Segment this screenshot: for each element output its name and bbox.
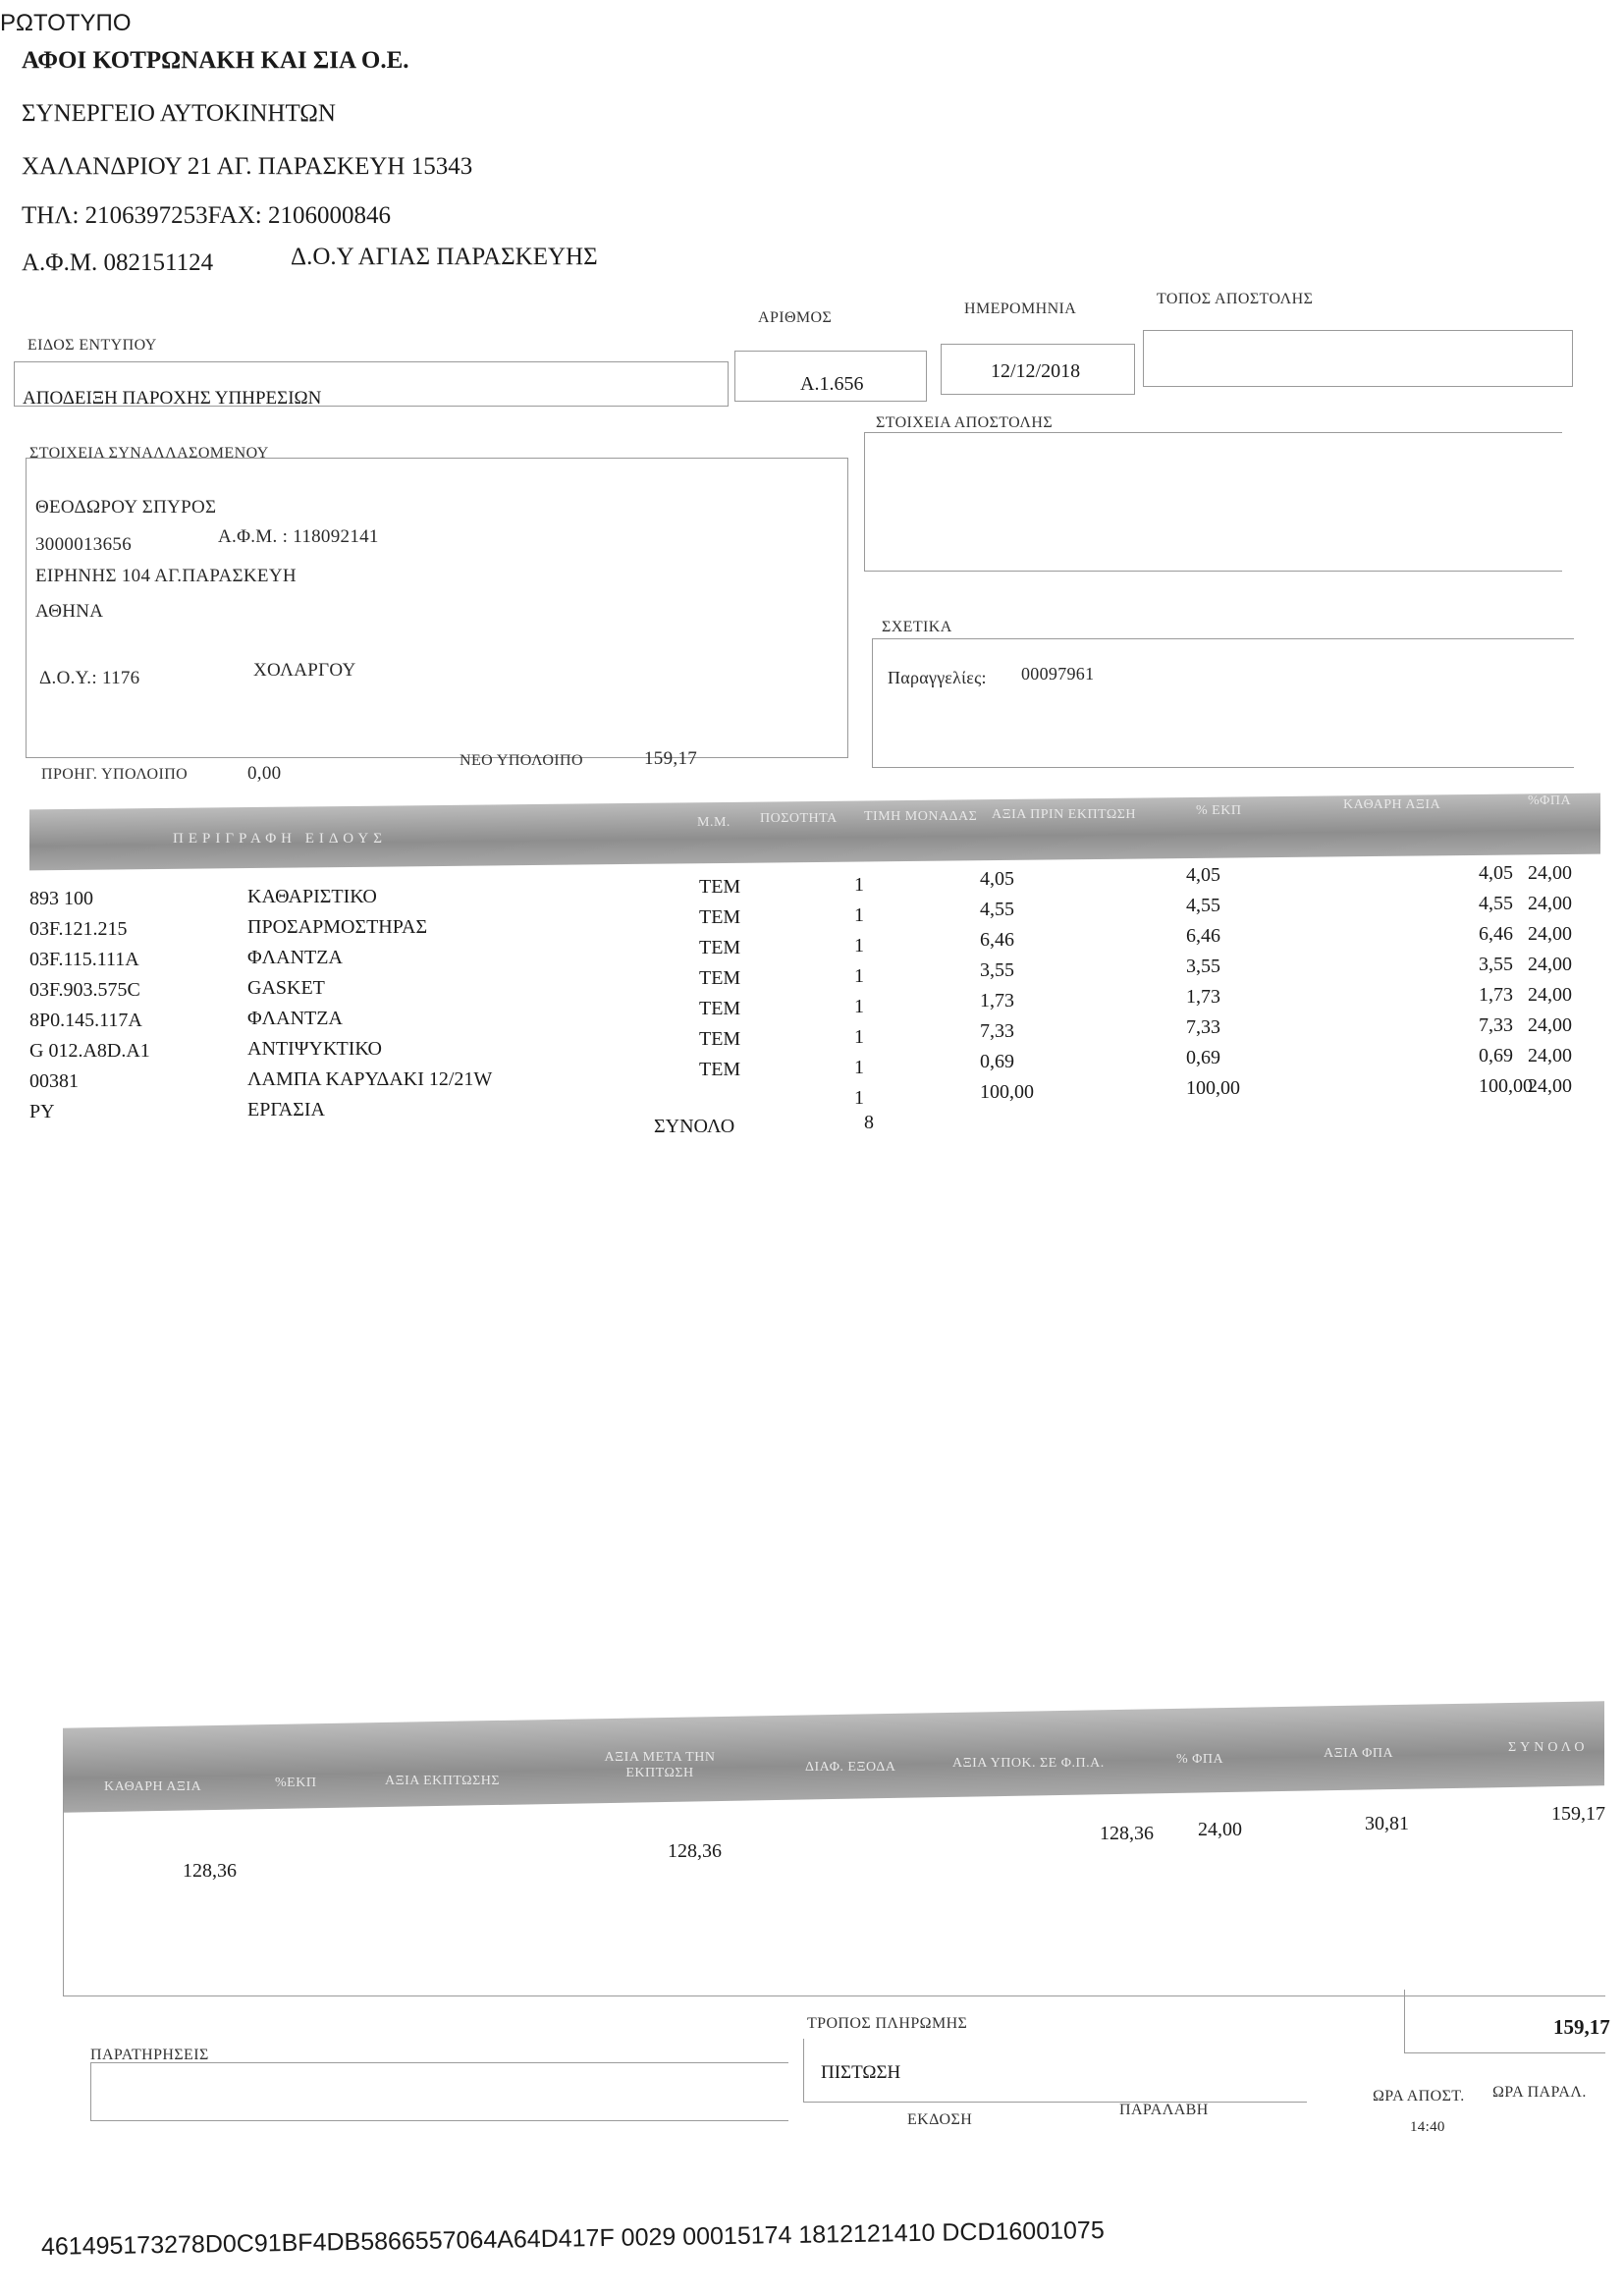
item-code: 03F.115.111A xyxy=(29,949,139,970)
dispatch-time-value: 14:40 xyxy=(1410,2119,1445,2135)
totals-vat-value-header: ΑΞΙΑ ΦΠΑ xyxy=(1324,1746,1394,1761)
totals-net-value: 128,36 xyxy=(183,1860,237,1882)
related-label: ΣΧΕΤΙΚΑ xyxy=(882,619,952,635)
company-doy: Δ.Ο.Υ ΑΓΙΑΣ ΠΑΡΑΣΚΕΥΗΣ xyxy=(291,244,598,270)
customer-address: ΕΙΡΗΝΗΣ 104 ΑΓ.ΠΑΡΑΣΚΕΥΗ xyxy=(35,566,297,586)
customer-section-label: ΣΤΟΙΧΕΙΑ ΣΥΝΑΛΛΑΣΟΜΕΝΟΥ xyxy=(29,445,269,462)
item-description: ΕΡΓΑΣΙΑ xyxy=(247,1099,325,1121)
doc-date-value: 12/12/2018 xyxy=(991,360,1081,382)
doc-date-box xyxy=(941,344,1135,395)
item-value: 0,69 xyxy=(1186,1047,1220,1068)
doc-number-value: Α.1.656 xyxy=(800,373,864,395)
shipping-box xyxy=(864,432,1562,572)
item-description: ΠΡΟΣΑΡΜΟΣΤΗΡΑΣ xyxy=(247,916,428,938)
col-value-header: ΑΞΙΑ ΠΡΙΝ ΕΚΠΤΩΣΗ xyxy=(992,807,1137,822)
item-unit: ΤΕΜ xyxy=(699,967,741,989)
item-value: 4,05 xyxy=(1186,864,1220,886)
orders-label: Παραγγελίες: xyxy=(888,668,987,687)
prev-balance-label: ΠΡΟΗΓ. ΥΠΟΛΟΙΠΟ xyxy=(41,766,189,783)
item-code: 8P0.145.117A xyxy=(29,1010,142,1031)
totals-net-header: ΚΑΘΑΡΗ ΑΞΙΑ xyxy=(104,1779,202,1794)
col-qty-header: ΠΟΣΟΤΗΤΑ xyxy=(760,811,838,826)
item-qty: 1 xyxy=(854,904,864,926)
new-balance-value: 159,17 xyxy=(644,748,698,769)
item-value: 1,73 xyxy=(1186,986,1220,1008)
items-total-value: 8 xyxy=(864,1112,874,1133)
shipping-section-label: ΣΤΟΙΧΕΙΑ ΑΠΟΣΤΟΛΗΣ xyxy=(876,414,1054,431)
item-vat: 24,00 xyxy=(1528,1075,1572,1097)
item-code: 00381 xyxy=(29,1070,79,1092)
col-unit-price-header: ΤΙΜΗ ΜΟΝΑΔΑΣ xyxy=(864,809,978,824)
customer-city: ΑΘΗΝΑ xyxy=(35,601,104,622)
company-address: ΧΑΛΑΝΔΡΙΟΥ 21 ΑΓ. ΠΑΡΑΣΚΕΥΗ 15343 xyxy=(22,153,473,180)
col-vat-header: %ΦΠΑ xyxy=(1528,793,1572,808)
company-afm: Α.Φ.Μ. 082151124 xyxy=(22,249,214,276)
item-value: 6,46 xyxy=(1186,925,1220,947)
item-qty: 1 xyxy=(854,1026,864,1048)
col-discount-header: % ΕΚΠ xyxy=(1196,803,1242,818)
item-qty: 1 xyxy=(854,996,864,1017)
item-qty: 1 xyxy=(854,1057,864,1078)
totals-expenses-header: ΔΙΑΦ. ΕΞΟΔΑ xyxy=(805,1760,896,1775)
totals-vat-pct-header: % ΦΠΑ xyxy=(1176,1752,1224,1767)
totals-vat-base-header: ΑΞΙΑ ΥΠΟΚ. ΣΕ Φ.Π.Α. xyxy=(952,1756,1105,1771)
item-unit-price: 0,69 xyxy=(980,1051,1014,1072)
item-code: 03F.121.215 xyxy=(29,918,128,940)
item-code: G 012.A8D.A1 xyxy=(29,1040,150,1062)
item-vat: 24,00 xyxy=(1528,893,1572,914)
item-description: ΛΑΜΠΑ ΚΑΡΥΔΑΚΙ 12/21W xyxy=(247,1068,493,1090)
item-value: 4,55 xyxy=(1186,895,1220,916)
item-unit-price: 7,33 xyxy=(980,1020,1014,1042)
related-box xyxy=(872,638,1574,768)
orders-value: 00097961 xyxy=(1021,664,1095,683)
item-qty: 1 xyxy=(854,1087,864,1109)
totals-total-header: ΣΥΝΟΛΟ xyxy=(1508,1740,1589,1755)
item-qty: 1 xyxy=(854,874,864,896)
item-net: 4,55 xyxy=(1479,893,1513,914)
totals-after-discount-value: 128,36 xyxy=(668,1840,722,1862)
item-qty: 1 xyxy=(854,965,864,987)
doc-type-label: ΕΙΔΟΣ ΕΝΤΥΠΟΥ xyxy=(27,337,157,354)
item-unit: ΤΕΜ xyxy=(699,1059,741,1080)
col-net-header: ΚΑΘΑΡΗ ΑΞΙΑ xyxy=(1343,797,1441,812)
item-unit-price: 4,05 xyxy=(980,868,1014,890)
doc-number-box xyxy=(734,351,927,402)
col-description-header: ΠΕΡΙΓΡΑΦΗ ΕΙΔΟΥΣ xyxy=(173,831,387,847)
customer-afm: Α.Φ.Μ. : 118092141 xyxy=(218,526,379,547)
item-unit-price: 6,46 xyxy=(980,929,1014,951)
item-value: 7,33 xyxy=(1186,1016,1220,1038)
item-description: GASKET xyxy=(247,977,325,999)
item-value: 3,55 xyxy=(1186,956,1220,977)
payment-label: ΤΡΟΠΟΣ ΠΛΗΡΩΜΗΣ xyxy=(807,2015,968,2032)
totals-total-value: 159,17 xyxy=(1551,1803,1605,1825)
item-description: ΦΛΑΝΤΖΑ xyxy=(247,1008,343,1029)
notes-box xyxy=(90,2062,788,2121)
totals-after-discount-header: ΑΞΙΑ ΜΕΤΑ ΤΗΝ ΕΚΠΤΩΣΗ xyxy=(604,1750,716,1780)
item-unit-price: 3,55 xyxy=(980,959,1014,981)
doc-type-box xyxy=(14,361,729,407)
dispatch-time-label: ΩΡΑ ΑΠΟΣΤ. xyxy=(1373,2088,1465,2105)
receive-label: ΠΑΡΑΛΑΒΗ xyxy=(1119,2102,1209,2118)
item-unit: ΤΕΜ xyxy=(699,937,741,958)
item-unit-price: 100,00 xyxy=(980,1081,1034,1103)
item-description: ΚΑΘΑΡΙΣΤΙΚΟ xyxy=(247,886,377,907)
item-net: 6,46 xyxy=(1479,923,1513,945)
item-code: ΡΥ xyxy=(29,1101,55,1122)
item-code: 893 100 xyxy=(29,888,93,909)
item-net: 100,00 xyxy=(1479,1075,1533,1097)
totals-vat-base-value: 128,36 xyxy=(1100,1823,1154,1844)
item-value: 100,00 xyxy=(1186,1077,1240,1099)
item-description: ΦΛΑΝΤΖΑ xyxy=(247,947,343,968)
items-total-label: ΣΥΝΟΛΟ xyxy=(654,1116,735,1137)
item-unit: ΤΕΜ xyxy=(699,906,741,928)
doc-place-box xyxy=(1143,330,1573,387)
totals-discount-value-header: ΑΞΙΑ ΕΚΠΤΩΣΗΣ xyxy=(385,1774,500,1788)
payment-value: ΠΙΣΤΩΣΗ xyxy=(821,2062,901,2083)
item-vat: 24,00 xyxy=(1528,1045,1572,1066)
customer-doy-code: Δ.Ο.Υ.: 1176 xyxy=(39,668,140,688)
customer-code: 3000013656 xyxy=(35,534,132,555)
copy-mark: ΡΩΤΟΤΥΠΟ xyxy=(0,10,132,36)
company-phone-fax: ΤΗΛ: 2106397253FAX: 2106000846 xyxy=(22,202,392,229)
item-net: 4,05 xyxy=(1479,862,1513,884)
item-vat: 24,00 xyxy=(1528,862,1572,884)
item-unit-price: 4,55 xyxy=(980,899,1014,920)
col-unit-header: Μ.Μ. xyxy=(697,815,731,830)
item-code: 03F.903.575C xyxy=(29,979,140,1001)
item-unit: ΤΕΜ xyxy=(699,1028,741,1050)
signature-code: 461495173278D0C91BF4DB5866557064A64D417F 0029 00015174 1812121410 DCD16001075 xyxy=(40,2215,1105,2261)
doc-place-label: ΤΟΠΟΣ ΑΠΟΣΤΟΛΗΣ xyxy=(1157,291,1314,307)
new-balance-label: ΝΕΟ ΥΠΟΛΟΙΠΟ xyxy=(460,752,583,769)
prev-balance-value: 0,00 xyxy=(247,763,282,784)
doc-type-value: ΑΠΟΔΕΙΞΗ ΠΑΡΟΧΗΣ ΥΠΗΡΕΣΙΩΝ xyxy=(23,388,322,409)
item-unit-price: 1,73 xyxy=(980,990,1014,1011)
item-description: ΑΝΤΙΨΥΚΤΙΚΟ xyxy=(247,1038,382,1060)
item-net: 1,73 xyxy=(1479,984,1513,1006)
company-activity: ΣΥΝΕΡΓΕΙΟ ΑΥΤΟΚΙΝΗΤΩΝ xyxy=(22,100,336,127)
doc-date-label: ΗΜΕΡΟΜΗΝΙΑ xyxy=(964,301,1077,317)
item-qty: 1 xyxy=(854,935,864,957)
grand-total-value: 159,17 xyxy=(1553,2015,1610,2039)
item-unit: ΤΕΜ xyxy=(699,998,741,1019)
item-unit: ΤΕΜ xyxy=(699,876,741,898)
customer-doy-name: ΧΟΛΑΡΓΟΥ xyxy=(253,660,356,681)
doc-number-label: ΑΡΙΘΜΟΣ xyxy=(758,309,833,326)
item-net: 0,69 xyxy=(1479,1045,1513,1066)
company-name: ΑΦΟΙ ΚΟΤΡΩΝΑΚΗ ΚΑΙ ΣΙΑ Ο.Ε. xyxy=(22,47,409,74)
item-vat: 24,00 xyxy=(1528,1014,1572,1036)
item-net: 7,33 xyxy=(1479,1014,1513,1036)
item-vat: 24,00 xyxy=(1528,954,1572,975)
notes-label: ΠΑΡΑΤΗΡΗΣΕΙΣ xyxy=(90,2047,209,2063)
item-net: 3,55 xyxy=(1479,954,1513,975)
item-vat: 24,00 xyxy=(1528,984,1572,1006)
totals-vat-pct-value: 24,00 xyxy=(1198,1819,1242,1840)
totals-discount-pct-header: %ΕΚΠ xyxy=(275,1776,317,1790)
issue-label: ΕΚΔΟΣΗ xyxy=(907,2111,973,2128)
customer-name: ΘΕΟΔΩΡΟΥ ΣΠΥΡΟΣ xyxy=(35,497,217,518)
receive-time-label: ΩΡΑ ΠΑΡΑΛ. xyxy=(1492,2084,1587,2101)
item-vat: 24,00 xyxy=(1528,923,1572,945)
totals-vat-value: 30,81 xyxy=(1365,1813,1409,1834)
